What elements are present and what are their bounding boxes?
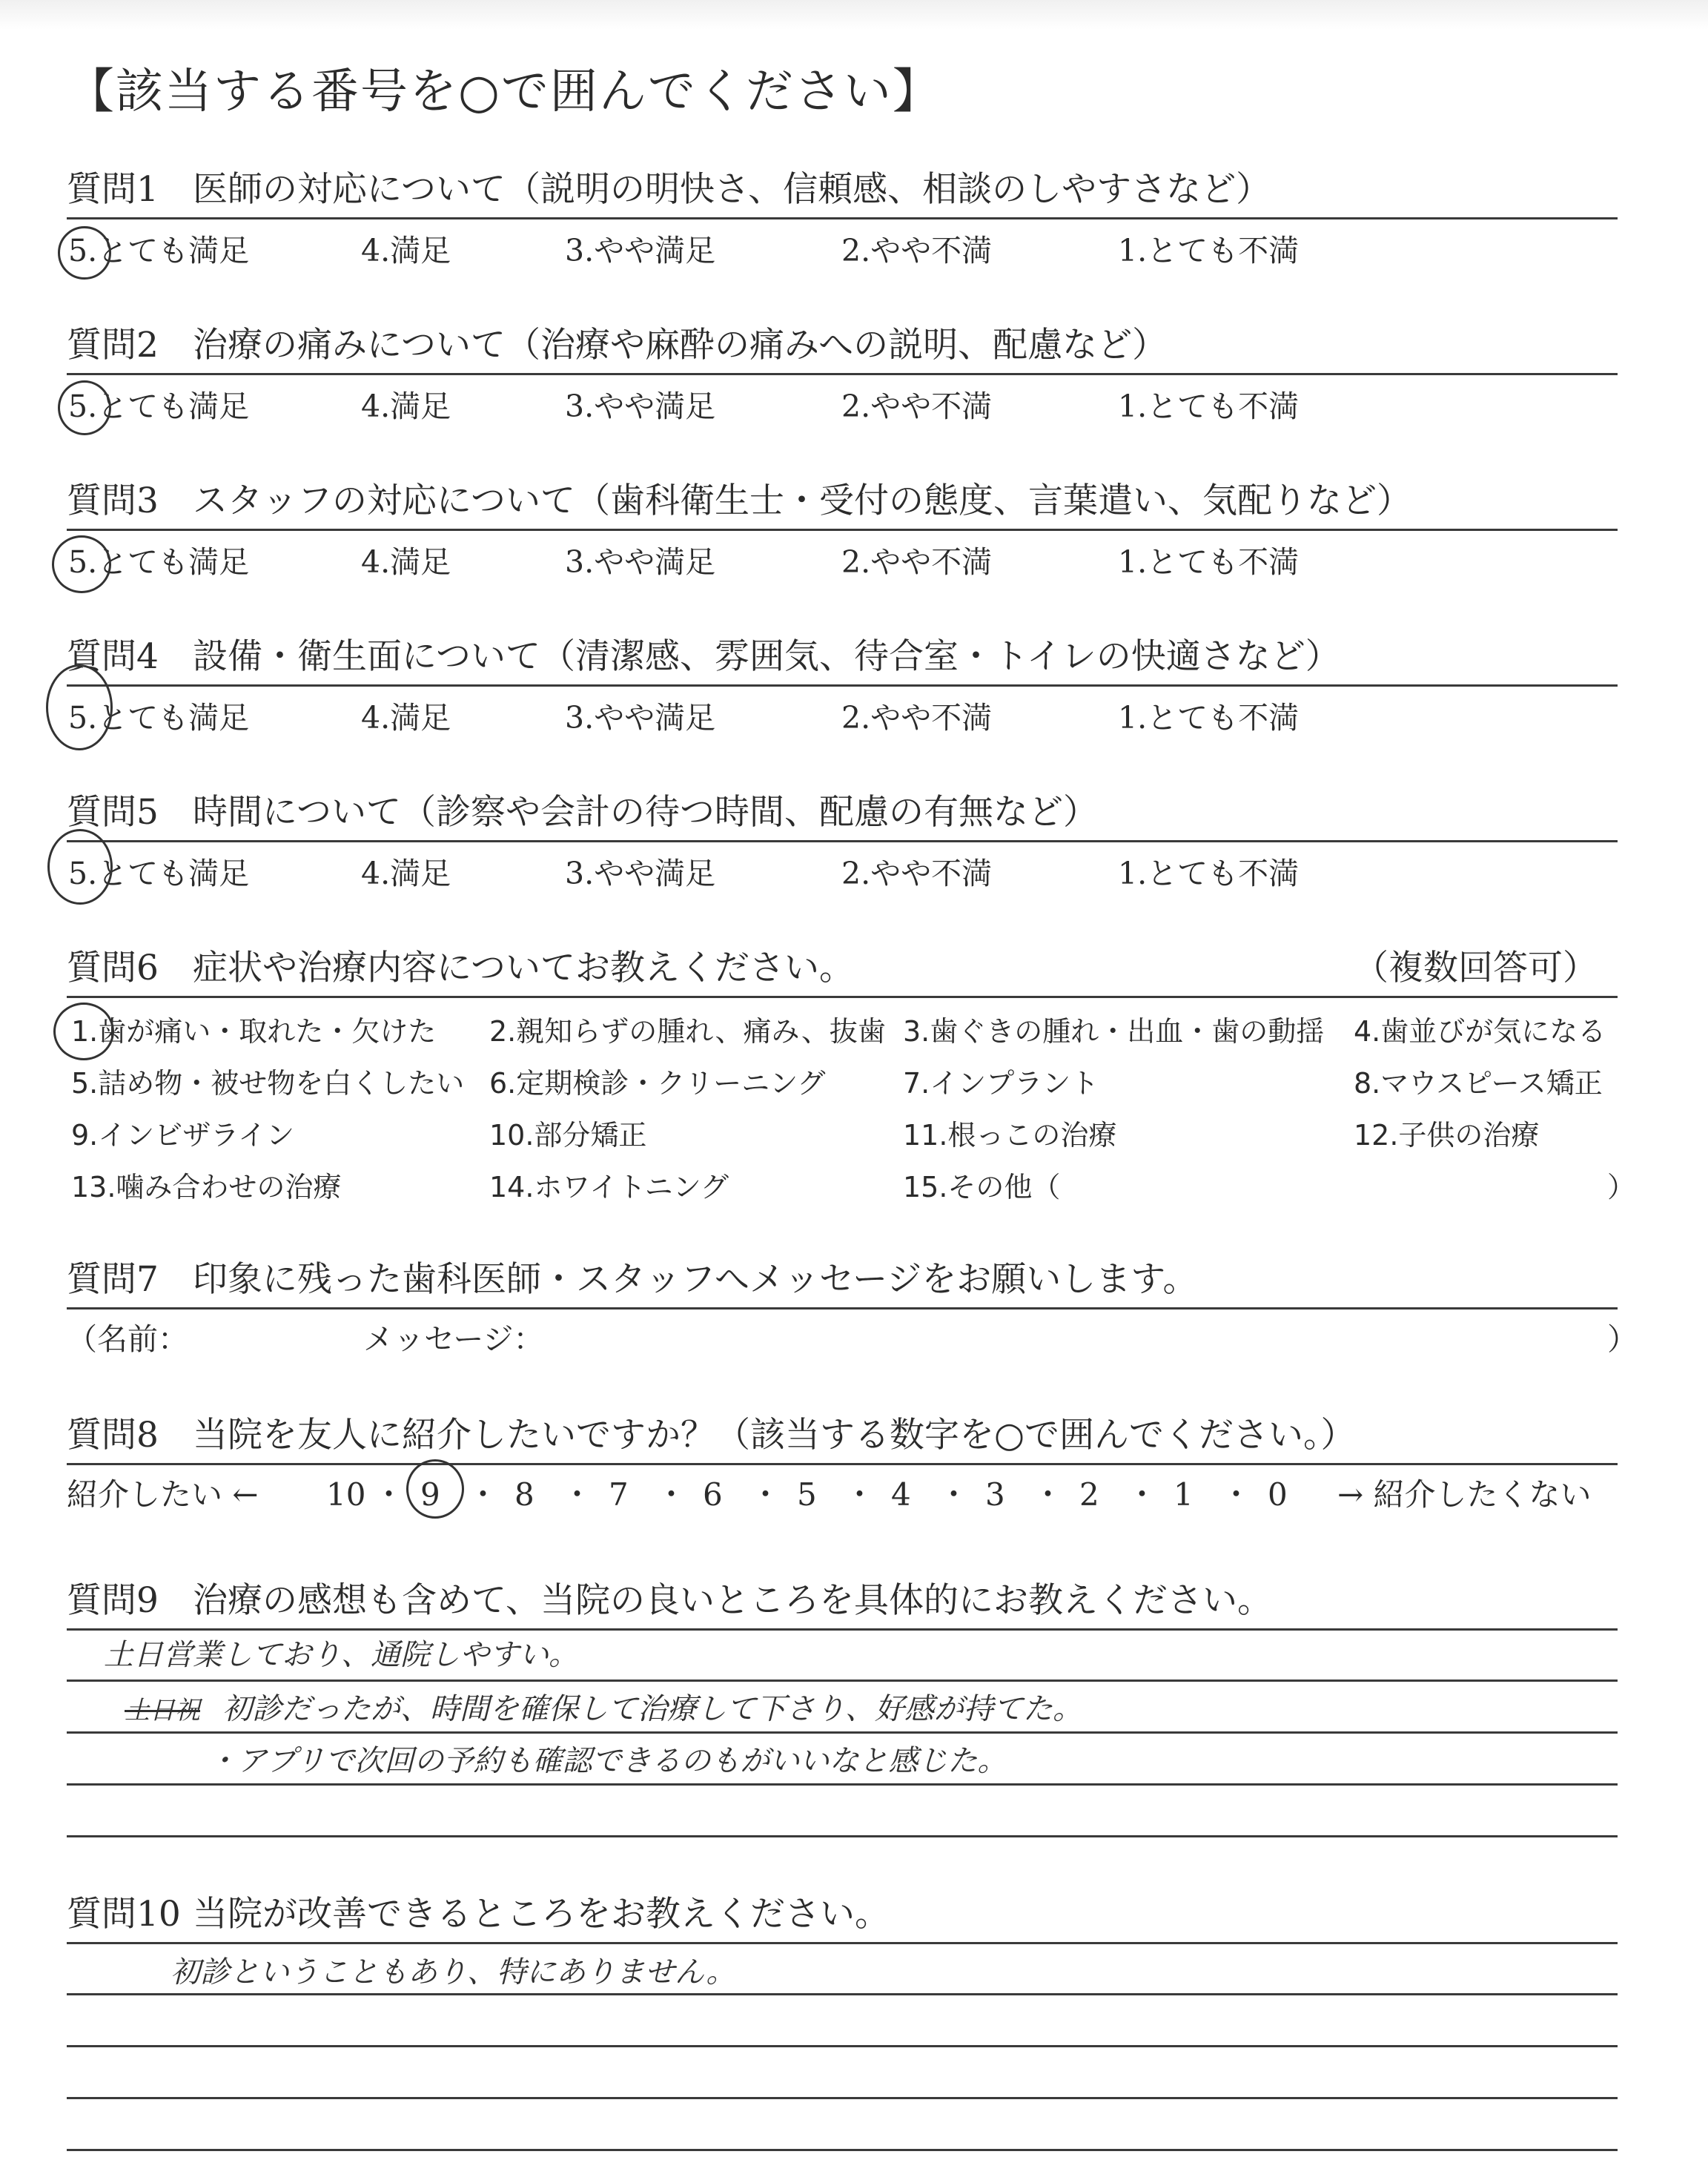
- q8-scale-value-2[interactable]: 2: [1079, 1476, 1099, 1513]
- q9-handwritten-line-1: 土日営業しており、通院しやすい。: [104, 1638, 578, 1672]
- q2-option-2[interactable]: 2.やや不満: [841, 389, 993, 424]
- q6-item-2[interactable]: 2.親知らずの腫れ、痛み、抜歯: [489, 1015, 886, 1048]
- question-10-rule: [67, 1942, 1618, 1944]
- q8-scale-dot: ・: [1126, 1476, 1158, 1513]
- q1-answer-circle: [58, 226, 111, 280]
- q7-name-label: （名前：: [67, 1321, 188, 1357]
- q3-answer-circle: [52, 535, 111, 593]
- question-8-number: 質問8: [67, 1415, 159, 1456]
- question-9-rule: [67, 1628, 1618, 1631]
- q6-item-15[interactable]: 15.その他（: [903, 1171, 1061, 1203]
- question-2-text: 治療の痛みについて（治療や麻酔の痛みへの説明、配慮など）: [193, 325, 1168, 366]
- q1-option-4[interactable]: 4.満足: [361, 233, 451, 268]
- q1-option-5[interactable]: 5.とても満足: [68, 233, 250, 268]
- question-4-rule: [67, 684, 1618, 687]
- scan-top-edge: [0, 0, 1708, 30]
- q8-scale-dot: ・: [844, 1476, 875, 1513]
- q4-option-1[interactable]: 1.とても不満: [1118, 700, 1300, 736]
- question-2-rule: [67, 373, 1618, 375]
- question-7-number: 質問7: [67, 1259, 159, 1300]
- q8-scale-value-6[interactable]: 6: [703, 1476, 723, 1513]
- q8-scale-value-3[interactable]: 3: [985, 1476, 1005, 1513]
- question-6-heading: [67, 948, 855, 988]
- q2-option-4[interactable]: 4.満足: [361, 389, 451, 424]
- q6-other-close-paren: ）: [1607, 1171, 1636, 1203]
- question-7-heading: [67, 1259, 1198, 1300]
- q10-answer-line-1: [67, 1993, 1618, 1995]
- q8-scale-dot: ・: [1220, 1476, 1252, 1513]
- question-2-number: 質問2: [67, 325, 159, 366]
- question-2-heading: [67, 325, 1168, 366]
- q8-scale-dot: ・: [655, 1476, 687, 1513]
- q5-option-5[interactable]: 5.とても満足: [68, 856, 250, 891]
- question-3-text: スタッフの対応について（歯科衛生士・受付の態度、言葉遣い、気配りなど）: [193, 480, 1412, 521]
- q10-answer-line-4: [67, 2149, 1618, 2151]
- question-6-number: 質問6: [67, 948, 159, 988]
- q8-scale-value-1[interactable]: 1: [1174, 1476, 1194, 1513]
- q6-item-6[interactable]: 6.定期検診・クリーニング: [489, 1067, 826, 1100]
- page-title: 【該当する番号を○で囲んでください】: [67, 65, 941, 119]
- q6-item-3[interactable]: 3.歯ぐきの腫れ・出血・歯の動揺: [903, 1015, 1325, 1048]
- question-3-heading: [67, 480, 1412, 521]
- q9-handwritten-line-3: ・アプリで次回の予約も確認できるのもがいいなと感じた。: [208, 1744, 1007, 1778]
- q6-item-11[interactable]: 11.根っこの治療: [903, 1119, 1117, 1152]
- q6-item-4[interactable]: 4.歯並びが気になる: [1354, 1015, 1606, 1048]
- q2-option-1[interactable]: 1.とても不満: [1118, 389, 1300, 424]
- question-8-text: 当院を友人に紹介したいですか？（該当する数字を○で囲んでください。）: [193, 1415, 1356, 1456]
- q5-option-4[interactable]: 4.満足: [361, 856, 451, 891]
- q8-scale-value-5[interactable]: 5: [797, 1476, 817, 1513]
- question-9-number: 質問9: [67, 1580, 159, 1621]
- question-4-number: 質問4: [67, 636, 159, 677]
- q2-answer-circle: [58, 380, 111, 435]
- q6-item-10[interactable]: 10.部分矯正: [489, 1119, 647, 1152]
- q8-scale-dot: ・: [373, 1476, 405, 1513]
- q5-option-3[interactable]: 3.やや満足: [565, 856, 716, 891]
- q8-scale-dot: ・: [561, 1476, 593, 1513]
- q3-option-2[interactable]: 2.やや不満: [841, 544, 993, 580]
- q9-answer-line-2: [67, 1731, 1618, 1734]
- question-10-heading: [67, 1894, 890, 1935]
- q3-option-1[interactable]: 1.とても不満: [1118, 544, 1300, 580]
- q1-option-3[interactable]: 3.やや満足: [565, 233, 716, 268]
- q6-item-8[interactable]: 8.マウスピース矯正: [1354, 1067, 1603, 1100]
- q9-handwritten-struck-word: 土日祝: [125, 1696, 200, 1725]
- q3-option-4[interactable]: 4.満足: [361, 544, 451, 580]
- question-10-text: 当院が改善できるところをお教えください。: [193, 1894, 890, 1935]
- question-9-text: 治療の感想も含めて、当院の良いところを具体的にお教えください。: [193, 1580, 1273, 1621]
- q4-option-5[interactable]: 5.とても満足: [68, 700, 250, 736]
- q8-scale-dot: ・: [467, 1476, 499, 1513]
- q8-right-label: → 紹介したくない: [1337, 1476, 1592, 1513]
- q8-scale-value-8[interactable]: 8: [514, 1476, 534, 1513]
- q10-answer-line-3: [67, 2097, 1618, 2099]
- question-3-rule: [67, 529, 1618, 531]
- q5-option-2[interactable]: 2.やや不満: [841, 856, 993, 891]
- q8-scale-value-4[interactable]: 4: [891, 1476, 911, 1513]
- q6-answer-circle: [53, 1003, 114, 1060]
- q4-option-3[interactable]: 3.やや満足: [565, 700, 716, 736]
- question-5-heading: [67, 792, 1099, 833]
- question-1-rule: [67, 217, 1618, 219]
- q8-left-label: 紹介したい ←: [67, 1476, 259, 1513]
- q1-option-1[interactable]: 1.とても不満: [1118, 233, 1300, 268]
- question-7-text: 印象に残った歯科医師・スタッフへメッセージをお願いします。: [193, 1259, 1198, 1300]
- q8-scale-dot: ・: [1032, 1476, 1064, 1513]
- q8-scale-value-9[interactable]: 9: [420, 1476, 440, 1513]
- q3-option-3[interactable]: 3.やや満足: [565, 544, 716, 580]
- q8-scale-dot: ・: [938, 1476, 970, 1513]
- q1-option-2[interactable]: 2.やや不満: [841, 233, 993, 268]
- question-9-heading: [67, 1580, 1273, 1621]
- q2-option-3[interactable]: 3.やや満足: [565, 389, 716, 424]
- question-8-rule: [67, 1463, 1618, 1465]
- q9-answer-line-3: [67, 1783, 1618, 1786]
- q6-item-9[interactable]: 9.インビザライン: [71, 1119, 295, 1152]
- question-3-number: 質問3: [67, 480, 159, 521]
- q7-close-paren: ）: [1607, 1321, 1638, 1357]
- q6-item-14[interactable]: 14.ホワイトニング: [489, 1171, 729, 1203]
- question-1-text: 医師の対応について（説明の明快さ、信頼感、相談のしやすさなど）: [193, 169, 1271, 210]
- q10-answer-line-2: [67, 2045, 1618, 2047]
- q6-item-12[interactable]: 12.子供の治療: [1354, 1119, 1540, 1152]
- question-6-rule: [67, 996, 1618, 998]
- q8-answer-circle: [406, 1459, 464, 1519]
- question-1-heading: [67, 169, 1271, 210]
- q7-message-label: メッセージ：: [363, 1321, 544, 1357]
- q5-answer-circle: [47, 829, 113, 905]
- q4-answer-circle: [46, 664, 113, 750]
- question-4-heading: [67, 636, 1340, 677]
- q9-answer-line-1: [67, 1680, 1618, 1682]
- q6-multiple-answers-note: （複数回答可）: [1354, 948, 1598, 988]
- q4-option-2[interactable]: 2.やや不満: [841, 700, 993, 736]
- q9-handwritten-line-2: 初診だったが、時間を確保して治療して下さり、好感が持てた。: [222, 1692, 1082, 1726]
- question-6-text: 症状や治療内容についてお教えください。: [193, 948, 855, 988]
- question-8-heading: [67, 1415, 1356, 1456]
- q5-option-1[interactable]: 1.とても不満: [1118, 856, 1300, 891]
- question-5-number: 質問5: [67, 792, 159, 833]
- question-5-rule: [67, 840, 1618, 842]
- question-10-number: 質問10: [67, 1894, 181, 1935]
- q2-option-5[interactable]: 5.とても満足: [68, 389, 250, 424]
- q8-scale-dot: ・: [749, 1476, 781, 1513]
- q8-scale-value-7[interactable]: 7: [609, 1476, 629, 1513]
- question-4-text: 設備・衛生面について（清潔感、雰囲気、待合室・トイレの快適さなど）: [193, 636, 1340, 677]
- q9-answer-line-4: [67, 1835, 1618, 1837]
- q4-option-4[interactable]: 4.満足: [361, 700, 451, 736]
- question-1-number: 質問1: [67, 169, 159, 210]
- q6-item-13[interactable]: 13.噛み合わせの治療: [71, 1171, 342, 1203]
- q6-item-1[interactable]: 1.歯が痛い・取れた・欠けた: [71, 1015, 437, 1048]
- q6-item-7[interactable]: 7.インプラント: [903, 1067, 1099, 1100]
- q8-scale-value-10[interactable]: 10: [326, 1476, 366, 1513]
- question-7-rule: [67, 1307, 1618, 1309]
- question-5-text: 時間について（診察や会計の待つ時間、配慮の有無など）: [193, 792, 1099, 833]
- q3-option-5[interactable]: 5.とても満足: [68, 544, 250, 580]
- q6-item-5[interactable]: 5.詰め物・被せ物を白くしたい: [71, 1067, 465, 1100]
- q10-handwritten-line-1: 初診ということもあり、特にありません。: [171, 1955, 736, 1989]
- q8-scale-value-0[interactable]: 0: [1268, 1476, 1288, 1513]
